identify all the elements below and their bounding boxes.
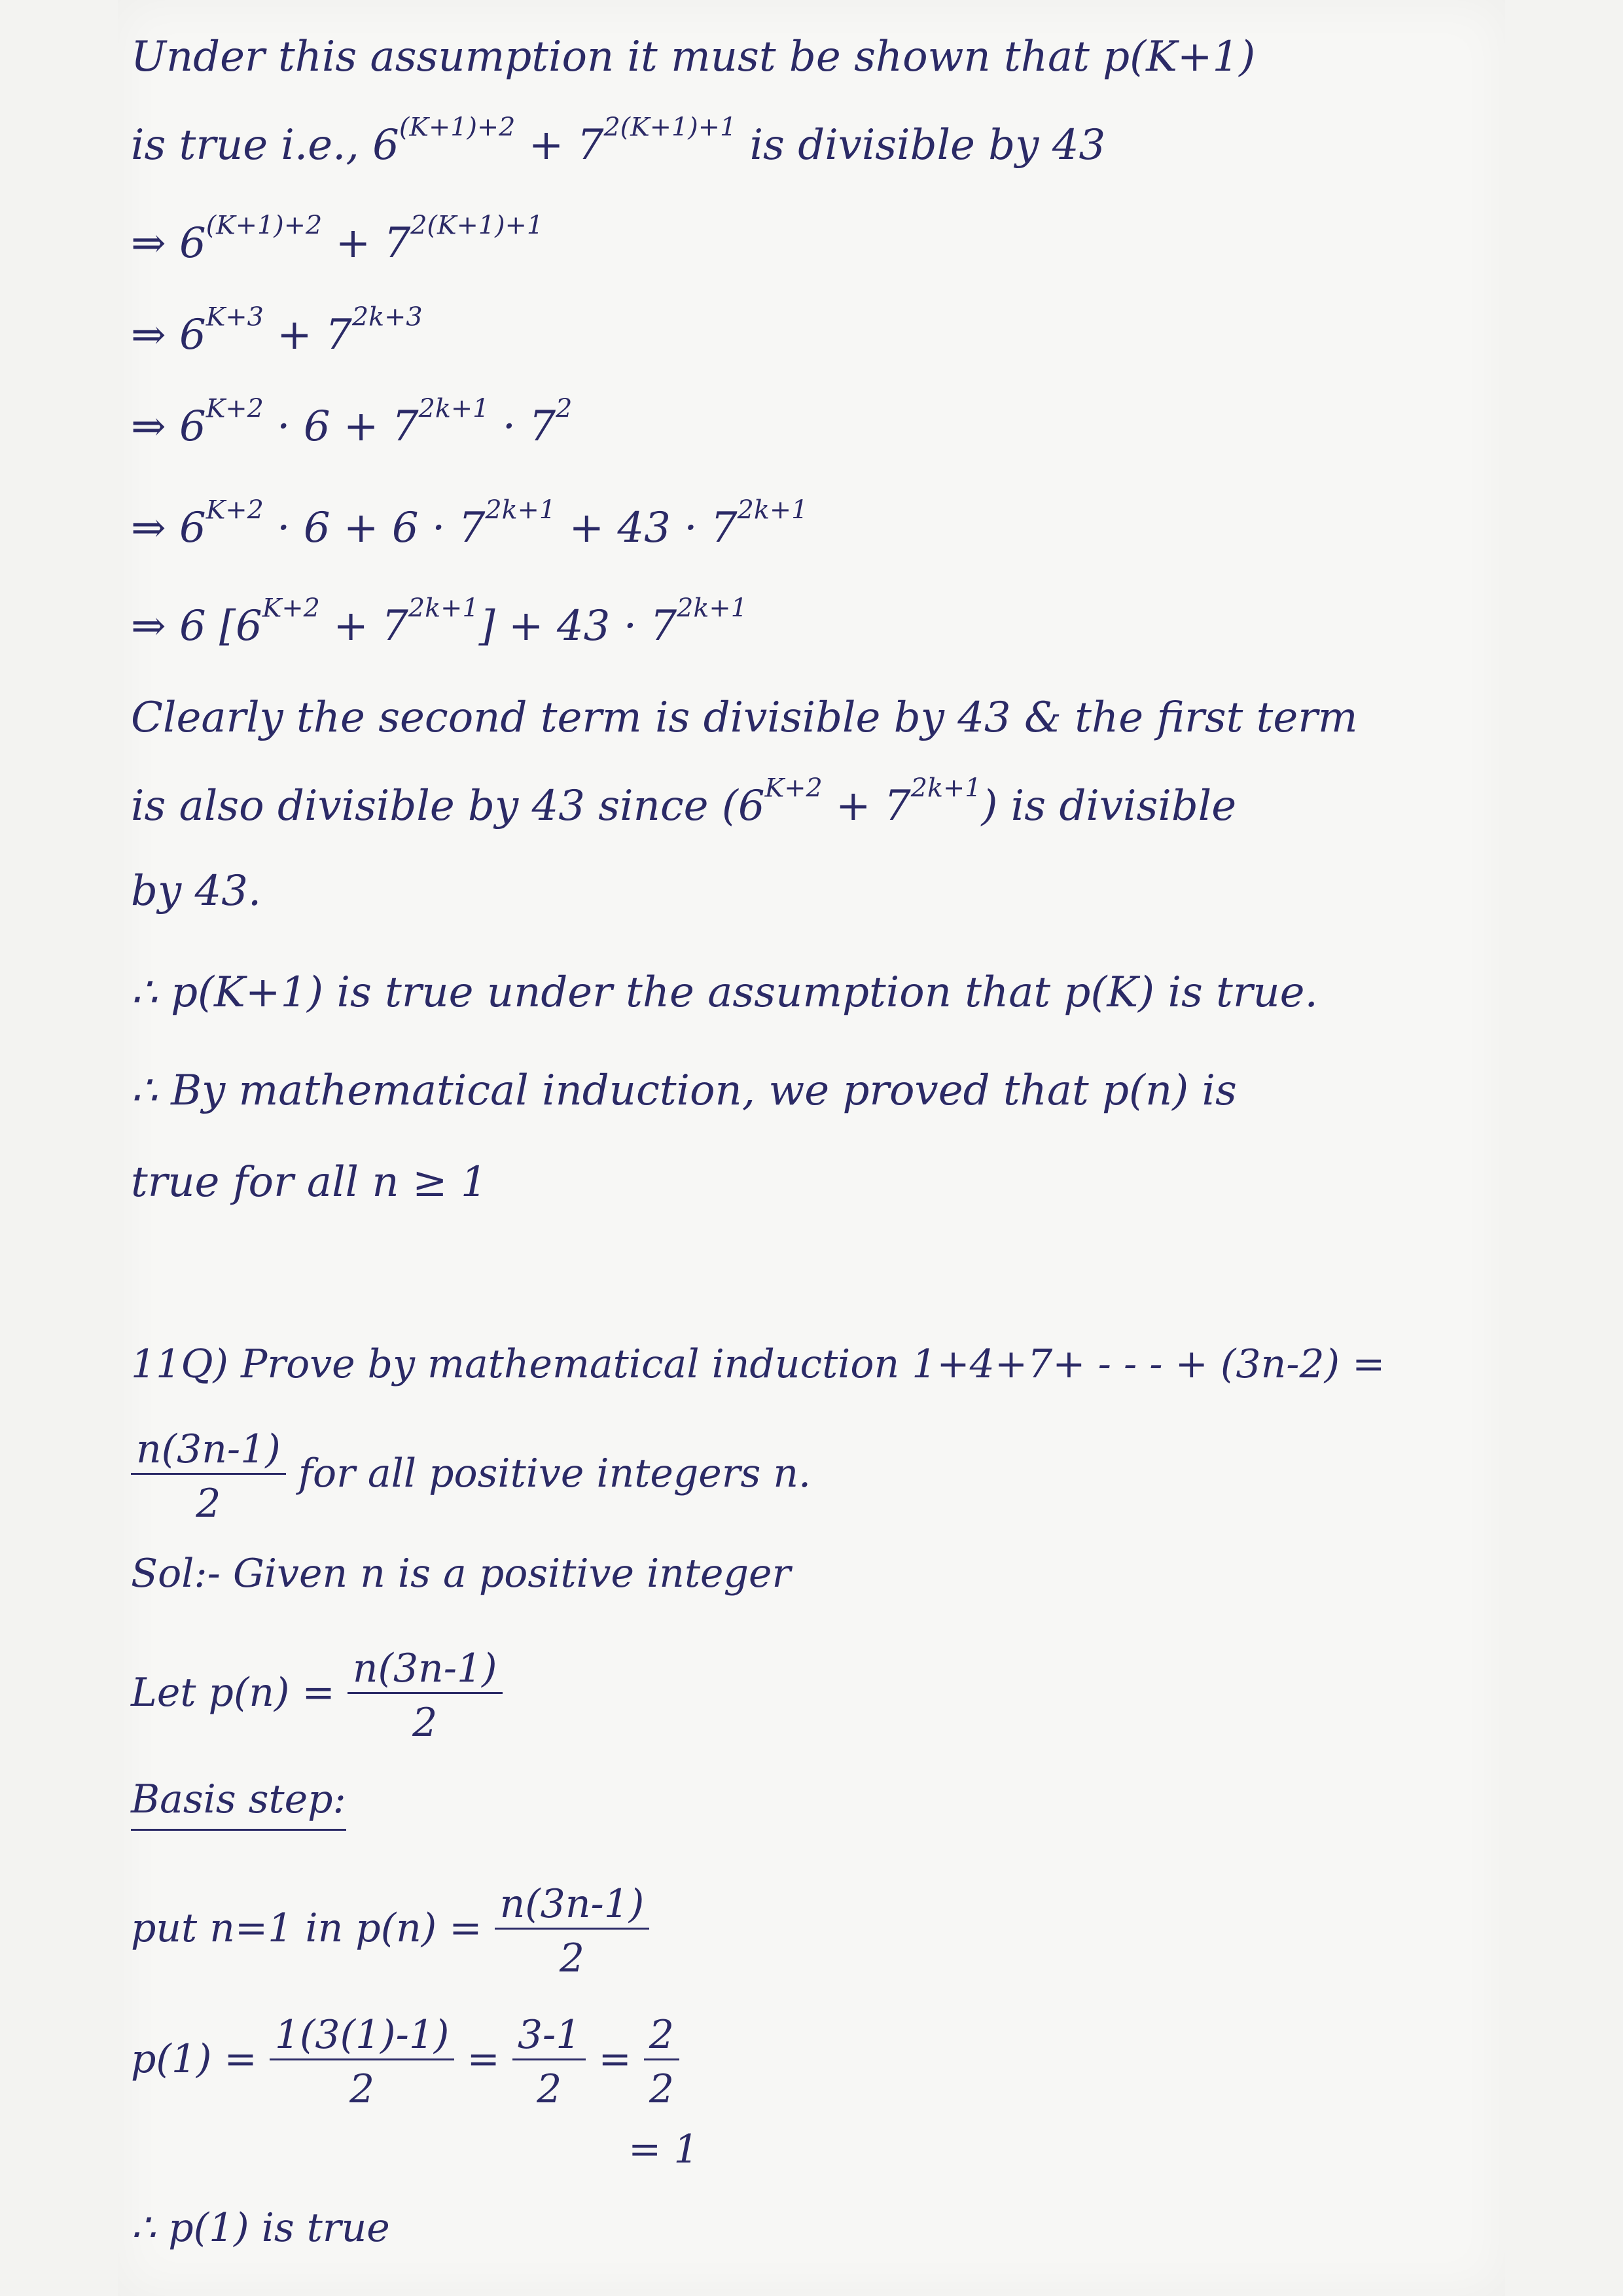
solution-line: Sol:- Given n is a positive integer <box>131 1551 791 1597</box>
p1-true-line: ∴ p(1) is true <box>131 2205 390 2251</box>
equation-line-4: ⇒ $6^{K+2} \cdot 6 + 6 \cdot 7^{2k+1} + 43 \cdot 7^{2k+1}$ <box>131 495 808 552</box>
p1-result: = 1 <box>628 2127 699 2172</box>
question-fraction: $\frac{n(3n-1)}{2}$ <box>131 1430 286 1523</box>
put-fraction: $\frac{n(3n-1)}{2}$ <box>495 1884 650 1978</box>
basis-step-heading: Basis step: <box>131 1780 346 1819</box>
p1-fraction-1: $\frac{1(3(1)-1)}{2}$ <box>270 2015 455 2109</box>
text-line-1: Under this assumption it must be shown that p(K+1) <box>131 33 1256 81</box>
equation-line-3: ⇒ $6^{K+2} \cdot 6 + 7^{2k+1} \cdot 7^2$ <box>131 393 573 451</box>
let-fraction: $\frac{n(3n-1)}{2}$ <box>348 1649 503 1742</box>
text-line-therefore-2: ∴ By mathematical induction, we proved that p(n) is <box>131 1067 1237 1115</box>
put-line: put n=1 in p(n) = $\frac{n(3n-1)}{2}$ <box>131 1884 649 1978</box>
equation-line-2: ⇒ $6^{K+3} + 7^{2k+3}$ <box>131 302 423 359</box>
p1-fraction-3: $\frac{2}{2}$ <box>644 2015 679 2109</box>
p1-fraction-2: $\frac{3-1}{2}$ <box>512 2015 586 2109</box>
question-line: 11Q) Prove by mathematical induction 1+4+7+ - - - + (3n-2) = <box>131 1341 1385 1387</box>
let-line: Let p(n) = $\frac{n(3n-1)}{2}$ <box>131 1649 503 1742</box>
p1-line: p(1) = $\frac{1(3(1)-1)}{2}$ = $\frac{3-1}{2}$ = $\frac{2}{2}$ <box>131 2015 679 2109</box>
text-line-clearly: Clearly the second term is divisible by 43 & the first term <box>131 694 1358 742</box>
text-line-by43: by 43. <box>131 867 262 915</box>
equation-line-5: ⇒ 6 $[6^{K+2} + 7^{2k+1}] + 43 \cdot 7^{2k+1}$ <box>131 593 747 650</box>
text-line-therefore-1: ∴ p(K+1) is true under the assumption that p(K) is true. <box>131 968 1318 1017</box>
text-line-also: is also divisible by 43 since $(6^{K+2} + 7^{2k+1})$ is divisible <box>131 773 1237 830</box>
text-line-true-for-all: true for all n ≥ 1 <box>131 1158 488 1207</box>
equation-line-1: ⇒ $6^{(K+1)+2} + 7^{2(K+1)+1}$ <box>131 210 544 268</box>
question-line-2: $\frac{n(3n-1)}{2}$ for all positive integers n. <box>131 1430 811 1523</box>
text-line-2: is true i.e., $6^{(K+1)+2} + 7^{2(K+1)+1}$ is divisible by 43 <box>131 112 1106 169</box>
